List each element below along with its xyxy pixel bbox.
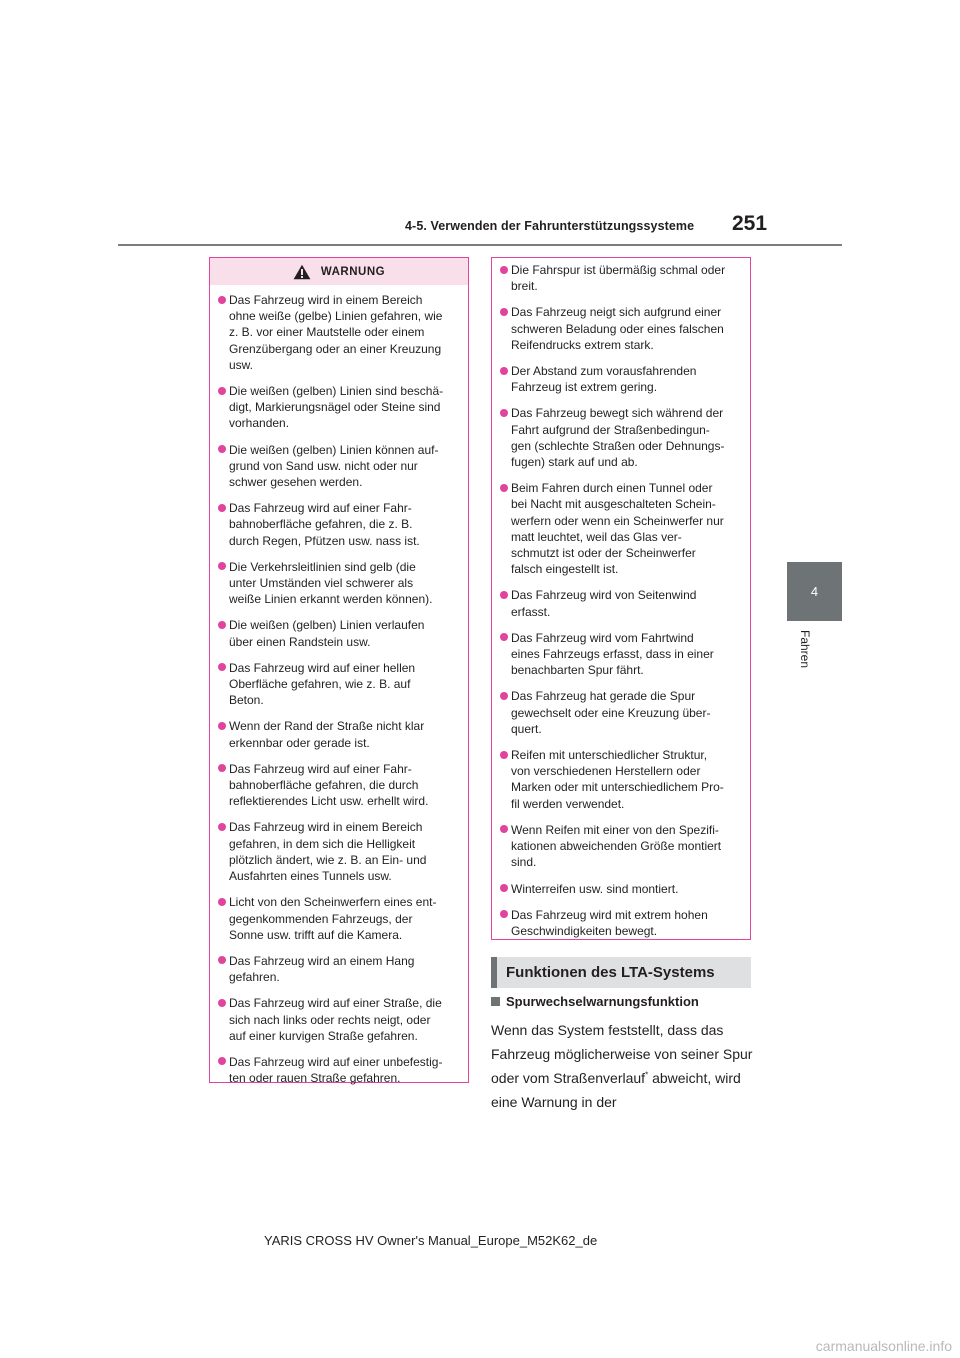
chapter-label: Fahren: [798, 630, 812, 669]
warning-list-item: [218, 761, 460, 810]
bullet-icon: [500, 825, 508, 833]
warning-list-item: [500, 480, 742, 577]
warning-item-text: Das Fahrzeug wird an einem Hang gefahren.: [229, 953, 415, 985]
warning-list-item: [500, 881, 742, 897]
warning-list-item: [500, 405, 742, 470]
warning-item-text: Wenn Reifen mit einer von den Spezifi- kationen abweichenden Größe montiert sind.: [511, 822, 722, 870]
warning-item-text: Die Fahrspur ist übermäßig schmal oder breit.: [511, 263, 726, 294]
warning-list-item: [218, 718, 460, 750]
bullet-icon: [218, 999, 226, 1007]
running-header-title: 4-5. Verwenden der Fahrunterstützungssysteme: [405, 219, 695, 233]
warning-list-item: [218, 617, 460, 649]
bullet-icon: [500, 910, 508, 918]
warning-list-item: [218, 383, 460, 432]
warning-item-text: Die Verkehrsleitlinien sind gelb (die unter Umständen viel schwerer als weiße Linien erkannt werden können).: [229, 559, 433, 607]
warning-triangle-icon: [293, 264, 311, 280]
chapter-number: 4: [810, 584, 819, 599]
warning-list-item: [218, 953, 460, 985]
bullet-icon: [218, 562, 226, 570]
warning-item-text: Das Fahrzeug wird in einem Bereich ohne weiße (gelbe) Linien gefahren, wie z. B. vor einer Mautstelle oder einem Grenzübergang oder an einer Kreuzung usw.: [229, 293, 443, 372]
bullet-icon: [218, 956, 226, 964]
warning-list-item: [218, 995, 460, 1044]
watermark: carmanualsonline.info: [815, 1338, 952, 1354]
warning-item-text: Das Fahrzeug wird vom Fahrtwind eines Fahrzeugs erfasst, dass in einer benachbarten Spur fährt.: [511, 630, 714, 678]
bullet-icon: [218, 823, 226, 831]
warning-item-text: Das Fahrzeug wird auf einer Straße, die sich nach links oder rechts neigt, oder auf einer kurvigen Straße gefahren.: [229, 996, 442, 1043]
warning-item-text: Das Fahrzeug wird auf einer Fahr- bahnoberfläche gefahren, die z. B. durch Regen, Pfützen usw. nass ist.: [229, 501, 420, 548]
warning-list-item: [500, 688, 742, 737]
warning-list-item: [500, 630, 742, 679]
body-text-part-2: abweicht, wird eine Warnung in der: [491, 1070, 741, 1110]
bullet-icon: [500, 266, 508, 274]
warning-list-item: [218, 442, 460, 491]
bullet-icon: [500, 751, 508, 759]
bullet-icon: [500, 591, 508, 599]
body-text-part-1: Wenn das System feststellt, dass das Fahrzeug möglicherweise von seiner Spur oder vom Straßenverlauf: [491, 1022, 753, 1086]
warning-item-text: Der Abstand zum vorausfahrenden Fahrzeug ist extrem gering.: [511, 364, 697, 395]
bullet-icon: [500, 484, 508, 492]
bullet-icon: [500, 884, 508, 892]
body-paragraph: [491, 1018, 761, 1114]
warning-item-text: Das Fahrzeug wird auf einer unbefestig- ten oder rauen Straße gefahren.: [229, 1054, 443, 1086]
bullet-icon: [218, 504, 226, 512]
warning-item-text: Das Fahrzeug wird mit extrem hohen Geschwindigkeiten bewegt.: [511, 907, 708, 938]
bullet-icon: [218, 296, 226, 304]
chapter-tab: [787, 562, 842, 621]
warning-item-text: Die weißen (gelben) Linien sind beschä- digt, Markierungsnägel oder Steine sind vorhanden.: [229, 384, 444, 431]
warning-list-item: [218, 894, 460, 943]
warning-box: [209, 257, 469, 1086]
warning-item-text: Wenn der Rand der Straße nicht klar erkennbar oder gerade ist.: [229, 719, 425, 750]
warning-list: [210, 285, 468, 1086]
bullet-icon: [500, 409, 508, 417]
bullet-icon: [218, 1057, 226, 1065]
warning-item-text: Winterreifen usw. sind montiert.: [511, 881, 679, 896]
warning-list-item: [500, 304, 742, 353]
footnote-marker: *: [645, 1070, 649, 1080]
warning-item-text: Die weißen (gelben) Linien können auf- grund von Sand usw. nicht oder nur schwer gesehen werden.: [229, 442, 439, 490]
bullet-icon: [500, 367, 508, 375]
warning-title: WARNUNG: [320, 265, 386, 278]
bullet-icon: [218, 722, 226, 730]
bullet-icon: [218, 621, 226, 629]
warning-list-item: [218, 559, 460, 608]
square-bullet-icon: [491, 997, 500, 1006]
bullet-icon: [218, 663, 226, 671]
warning-item-text: Das Fahrzeug wird von Seitenwind erfasst.: [511, 588, 697, 619]
bullet-icon: [500, 308, 508, 316]
bullet-icon: [500, 633, 508, 641]
section-heading: Funktionen des LTA-Systems: [491, 957, 751, 988]
warning-list-item: [500, 822, 742, 871]
warning-item-text: Die weißen (gelben) Linien verlaufen über einen Randstein usw.: [229, 618, 425, 649]
warning-list-item: [500, 907, 742, 939]
warning-header: [210, 258, 468, 285]
warning-list-item: [218, 660, 460, 709]
warning-item-text: Das Fahrzeug hat gerade die Spur gewechselt oder eine Kreuzung über- quert.: [511, 689, 711, 736]
subheading: [491, 994, 761, 1009]
page-number: 251: [732, 212, 768, 235]
warning-box-continued: [491, 257, 751, 940]
bullet-icon: [500, 692, 508, 700]
warning-list-item: [500, 363, 742, 395]
warning-list-item: [500, 747, 742, 812]
warning-list-item: [218, 500, 460, 549]
warning-list-item: [218, 1054, 460, 1086]
warning-list-item: [500, 262, 742, 294]
warning-item-text: Das Fahrzeug wird auf einer hellen Oberfläche gefahren, wie z. B. auf Beton.: [229, 660, 416, 708]
warning-list-item: [218, 292, 460, 373]
bullet-icon: [218, 764, 226, 772]
footer-text: YARIS CROSS HV Owner's Manual_Europe_M52K62_de: [264, 1233, 598, 1248]
bullet-icon: [218, 898, 226, 906]
warning-list-item: [218, 819, 460, 884]
subheading-text: Spurwechselwarnungsfunktion: [506, 994, 699, 1009]
bullet-icon: [218, 387, 226, 395]
warning-item-text: Das Fahrzeug wird in einem Bereich gefahren, in dem sich die Helligkeit plötzlich ändert, wie z. B. an Ein- und Ausfahrten eines Tunnels usw.: [229, 820, 427, 884]
warning-item-text: Das Fahrzeug neigt sich aufgrund einer schweren Beladung oder eines falschen Reifendrucks extrem stark.: [511, 305, 724, 352]
warning-item-text: Reifen mit unterschiedlicher Struktur, von verschiedenen Herstellern oder Marken oder mit unterschiedlichem Pro- fil werden verwendet.: [511, 748, 724, 811]
warning-list-item: [500, 587, 742, 619]
warning-item-text: Beim Fahren durch einen Tunnel oder bei Nacht mit ausgeschalteten Schein- werfern oder wenn ein Scheinwerfer nur matt leuchtet, weil das Glas ver- schmutzt ist oder der Scheinwerfer falsch eingestellt ist.: [511, 481, 724, 577]
bullet-icon: [218, 445, 226, 453]
warning-item-text: Licht von den Scheinwerfern eines ent- gegenkommenden Fahrzeugs, der Sonne usw. trifft auf die Kamera.: [229, 895, 437, 942]
header-divider: [118, 244, 842, 246]
warning-item-text: Das Fahrzeug bewegt sich während der Fahrt aufgrund der Straßenbedingun- gen (schlechte Straßen oder Dehnungs- fugen) stark auf und ab.: [511, 406, 725, 470]
warning-list-continued: [492, 258, 750, 939]
warning-item-text: Das Fahrzeug wird auf einer Fahr- bahnoberfläche gefahren, die durch reflektierendes Licht usw. erhellt wird.: [229, 761, 429, 809]
